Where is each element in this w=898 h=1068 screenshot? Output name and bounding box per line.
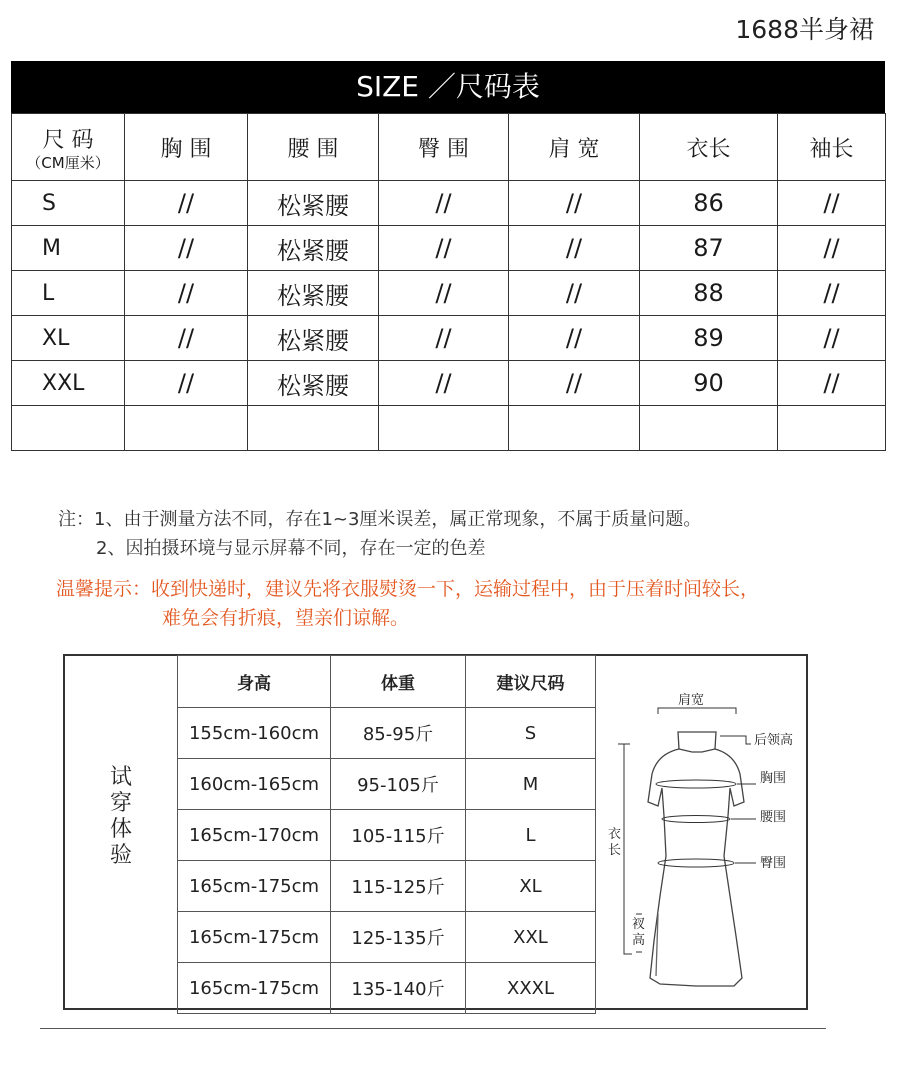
table-row (12, 316, 886, 361)
label-shoulder: 肩宽 (678, 693, 705, 708)
weight-cell: 135-140斤 (331, 963, 466, 1014)
hip-cell: // (379, 316, 509, 361)
header-height: 身高 (178, 656, 331, 708)
table-row (178, 963, 596, 1014)
sleeve-cell: // (778, 181, 886, 226)
label-length-2: 长 (608, 843, 622, 858)
tip-line-2: 难免会有折痕，望亲们谅解。 (162, 607, 410, 629)
label-length-1: 衣 (608, 827, 622, 842)
bust-cell: // (125, 361, 248, 406)
header-length: 衣长 (640, 114, 778, 181)
header-bust: 胸 围 (125, 114, 248, 181)
header-size-unit: （CM厘米） (26, 153, 110, 172)
weight-cell: 95-105斤 (331, 759, 466, 810)
empty-cell (379, 406, 509, 451)
qipao-measurement-diagram (596, 656, 806, 1008)
label-waist: 腰围 (760, 810, 787, 825)
height-cell: 165cm-175cm (178, 861, 331, 912)
height-cell: 165cm-175cm (178, 912, 331, 963)
table-row (178, 861, 596, 912)
label-collar-height: 后领高 (754, 733, 794, 748)
weight-cell: 125-135斤 (331, 912, 466, 963)
height-cell: 165cm-175cm (178, 963, 331, 1014)
note-line-2: 2、因拍摄环境与显示屏幕不同，存在一定的色差 (96, 538, 486, 559)
side-label-char: 试 (109, 765, 132, 790)
height-cell: 165cm-170cm (178, 810, 331, 861)
label-slit-1: 衩 (632, 917, 646, 932)
header-weight: 体重 (331, 656, 466, 708)
size-table (11, 113, 886, 451)
table-row (12, 361, 886, 406)
hip-cell: // (379, 271, 509, 316)
length-cell: 90 (640, 361, 778, 406)
suggested-size-cell: XL (466, 861, 596, 912)
side-label-char: 体 (109, 817, 132, 842)
length-cell: 88 (640, 271, 778, 316)
table-row (12, 271, 886, 316)
label-bust: 胸围 (760, 771, 787, 786)
side-label-char: 验 (109, 843, 132, 868)
header-sleeve: 袖长 (778, 114, 886, 181)
length-cell: 87 (640, 226, 778, 271)
suggested-size-cell: XXL (466, 912, 596, 963)
sleeve-cell: // (778, 226, 886, 271)
empty-cell (509, 406, 640, 451)
waist-cell: 松紧腰 (248, 361, 379, 406)
header-size-label: 尺 码 (42, 127, 94, 153)
fit-chart-side-label (108, 765, 134, 869)
shoulder-cell: // (509, 316, 640, 361)
empty-cell (248, 406, 379, 451)
waist-cell: 松紧腰 (248, 316, 379, 361)
empty-cell (125, 406, 248, 451)
size-cell: XXL (12, 361, 125, 406)
shoulder-cell: // (509, 271, 640, 316)
size-cell: XL (12, 316, 125, 361)
height-cell: 155cm-160cm (178, 708, 331, 759)
table-row (178, 759, 596, 810)
bottom-divider (40, 1028, 826, 1029)
fit-table-header (178, 656, 596, 708)
waist-cell: 松紧腰 (248, 271, 379, 316)
size-cell: L (12, 271, 125, 316)
bust-cell: // (125, 226, 248, 271)
shoulder-cell: // (509, 226, 640, 271)
size-table-header (12, 114, 886, 181)
label-hip: 臀围 (760, 856, 787, 871)
empty-cell (12, 406, 125, 451)
table-row (178, 708, 596, 759)
weight-cell: 105-115斤 (331, 810, 466, 861)
hip-cell: // (379, 361, 509, 406)
suggested-size-cell: L (466, 810, 596, 861)
sleeve-cell: // (778, 361, 886, 406)
table-row (178, 912, 596, 963)
empty-cell (778, 406, 886, 451)
hip-cell: // (379, 181, 509, 226)
sleeve-cell: // (778, 271, 886, 316)
tip-line-1: 温馨提示：收到快递时，建议先将衣服熨烫一下，运输过程中，由于压着时间较长， (56, 578, 760, 600)
sleeve-cell: // (778, 316, 886, 361)
length-cell: 89 (640, 316, 778, 361)
header-suggested-size: 建议尺码 (466, 656, 596, 708)
weight-cell: 115-125斤 (331, 861, 466, 912)
product-label: 1688半身裙 (735, 15, 874, 44)
header-hip: 臀 围 (379, 114, 509, 181)
suggested-size-cell: M (466, 759, 596, 810)
table-row (178, 810, 596, 861)
length-cell: 86 (640, 181, 778, 226)
bust-cell: // (125, 271, 248, 316)
size-cell: M (12, 226, 125, 271)
suggested-size-cell: S (466, 708, 596, 759)
waist-cell: 松紧腰 (248, 181, 379, 226)
header-shoulder: 肩 宽 (509, 114, 640, 181)
shoulder-cell: // (509, 181, 640, 226)
bust-cell: // (125, 316, 248, 361)
header-waist: 腰 围 (248, 114, 379, 181)
height-cell: 160cm-165cm (178, 759, 331, 810)
header-size (12, 114, 125, 181)
empty-cell (640, 406, 778, 451)
suggested-size-cell: XXXL (466, 963, 596, 1014)
waist-cell: 松紧腰 (248, 226, 379, 271)
fit-table (177, 655, 596, 1014)
shoulder-cell: // (509, 361, 640, 406)
bust-cell: // (125, 181, 248, 226)
label-slit-2: 高 (632, 933, 646, 948)
note-line-1: 注：1、由于测量方法不同，存在1~3厘米误差，属正常现象，不属于质量问题。 (58, 509, 702, 530)
weight-cell: 85-95斤 (331, 708, 466, 759)
table-row-empty (12, 406, 886, 451)
table-row (12, 181, 886, 226)
hip-cell: // (379, 226, 509, 271)
size-cell: S (12, 181, 125, 226)
side-label-char: 穿 (109, 791, 132, 816)
table-row (12, 226, 886, 271)
size-chart-title: SIZE ／尺码表 (11, 61, 885, 113)
